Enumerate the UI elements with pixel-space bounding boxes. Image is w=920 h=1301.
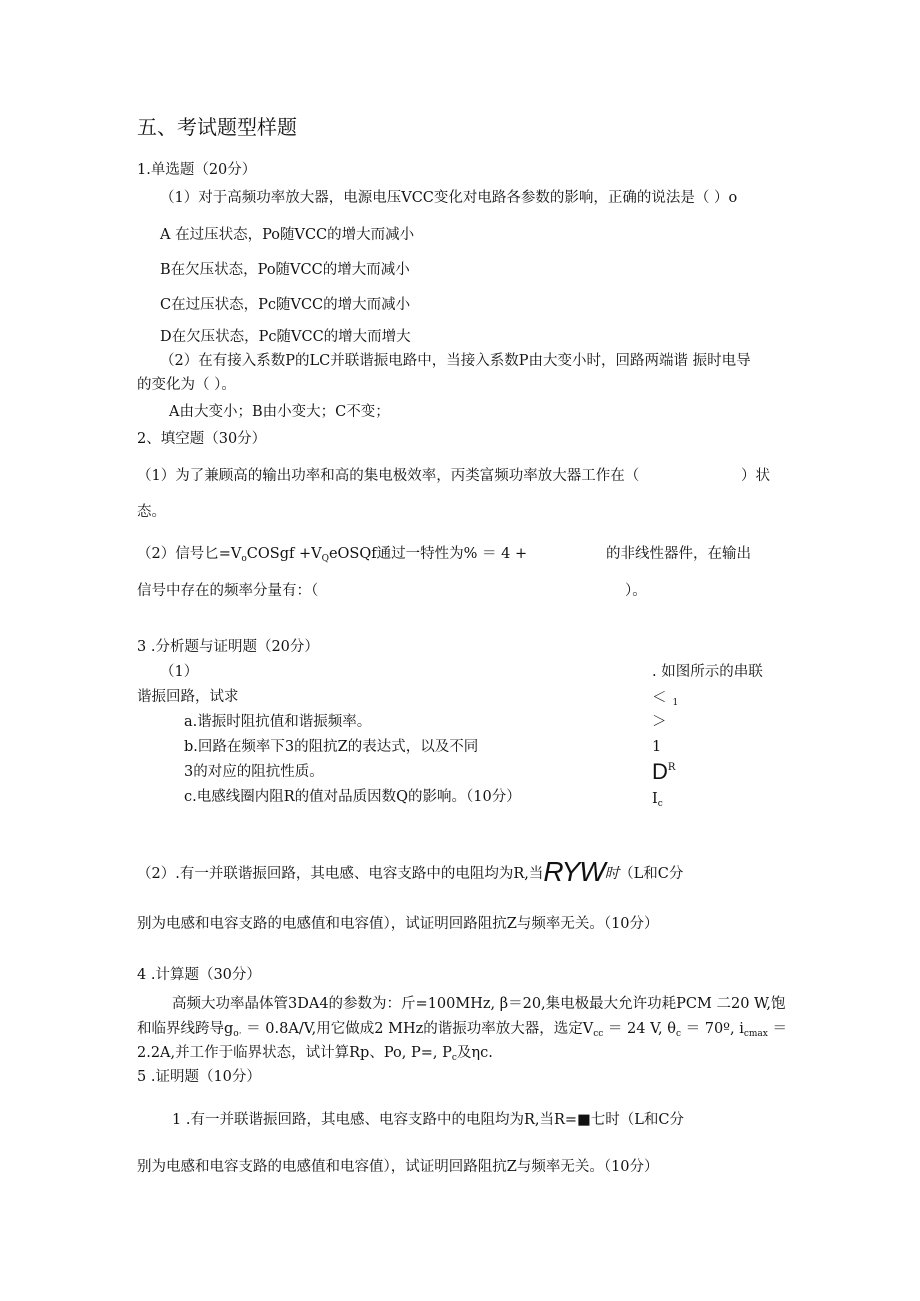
q3-item2-line2: 别为电感和电容支路的电感值和电容值），试证明回路阻抗Z与频率无关。（10分） xyxy=(137,916,659,932)
q1-option-b: B在欠压状态，Po随VCC的增大而减小 xyxy=(160,262,410,278)
section-title: 五、考试题型样题 xyxy=(137,115,297,139)
q2-heading: 2、填空题（30分） xyxy=(137,431,267,447)
q4-line3-end: 及ηc. xyxy=(456,1045,493,1061)
q2-item2-line2: 信号中存在的频率分量有：（ xyxy=(137,583,319,599)
q4-line2-part3: ＝ 24 V, θ xyxy=(603,1021,676,1037)
figure-label-3: 1 xyxy=(652,739,662,755)
q3-part-c: c.电感线圈内阻R的值对品质因数Q的影响。（10分） xyxy=(184,789,521,805)
q1-item2-options: A由大变小；B由小变大；C不变； xyxy=(169,404,390,420)
figure-bracket-left: ＜ xyxy=(652,690,667,706)
q2-item1-cont: 态。 xyxy=(137,504,166,520)
q3-part-b-line1: b.回路在频率下3的阻抗Z的表达式，以及不同 xyxy=(184,739,479,755)
q4-line2-sub4: cmax xyxy=(743,1029,768,1039)
figure-letter-i: I xyxy=(652,791,658,807)
q3-item1-number: （1） xyxy=(160,664,199,680)
q5-line2: 别为电感和电容支路的电感值和电容值），试证明回路阻抗Z与频率无关。（10分） xyxy=(137,1159,659,1175)
q4-line3 xyxy=(137,1043,493,1068)
q2-item2-line2-end: ）。 xyxy=(625,583,647,599)
q5-heading: 5 .证明题（10分） xyxy=(137,1069,261,1085)
q3-item1-line2: 谐振回路，试求 xyxy=(137,689,239,705)
q3-item2-end: （L和C分 xyxy=(619,866,684,882)
figure-subscript-1: 1 xyxy=(672,698,679,708)
q2-item2-end: 的非线性器件，在输出 xyxy=(606,546,751,562)
q1-item1: （1）对于高频功率放大器，电源电压VCC变化对电路各参数的影响，正确的说法是（ ）o xyxy=(160,190,738,206)
q2-item2-part1: （2）信号匕=V xyxy=(137,546,242,562)
q2-item1-end: ）状 xyxy=(741,468,770,484)
figure-subscript-c: c xyxy=(657,799,663,809)
q2-item2-sub1: o xyxy=(241,554,247,564)
q1-heading: 1.单选题（20分） xyxy=(137,162,257,178)
q3-item2-italic: 时 xyxy=(604,866,620,882)
q2-item1: （1）为了兼顾高的输出功率和高的集电极效率，丙类富频功率放大器工作在（ xyxy=(137,468,640,484)
q5-line1: 1 .有一并联谐振回路，其电感、电容支路中的电阻均为R,当R=■七时（L和C分 xyxy=(172,1112,684,1128)
q4-line1: 高频大功率晶体管3DA4的参数为：斤=100MHz, β＝20,集电极最大允许功耗PCM 二20 W,饱 xyxy=(172,996,786,1012)
q3-item2-formula: RYW xyxy=(543,856,605,887)
q4-line2-part5: ＝ xyxy=(767,1021,787,1037)
figure-letter-d: D xyxy=(652,759,668,784)
q2-item2-sub2: Q xyxy=(321,554,329,564)
q4-line2-sub1: o· xyxy=(233,1029,242,1039)
q3-heading: 3 .分析题与证明题（20分） xyxy=(137,639,319,655)
q4-line2-part2: ＝ 0.8A/V,用它做成2 MHz的谐振功率放大器，选定V xyxy=(241,1021,594,1037)
q3-item2-text: （2）.有一并联谐振回路，其电感、电容支路中的电阻均为R,当 xyxy=(137,866,544,882)
figure-label-4 xyxy=(652,758,675,783)
q3-part-b-line2: 3的对应的阻抗性质。 xyxy=(184,764,324,780)
q4-line3-sub: c xyxy=(451,1053,457,1063)
q2-item2-part2: COSgf +V xyxy=(246,546,322,562)
q4-line3-text: 2.2A,并工作于临界状态，试计算Rp、Po, P=, P xyxy=(137,1045,452,1061)
q4-line2-part1: 和临界线跨导g xyxy=(137,1021,234,1037)
figure-superscript-r: R xyxy=(667,762,676,773)
q4-line2-part4: ＝ 70º, i xyxy=(681,1021,744,1037)
q4-line2-sub3: c xyxy=(675,1029,682,1039)
q2-item2 xyxy=(137,544,527,569)
q1-option-d: D在欠压状态，Pc随VCC的增大而增大 xyxy=(160,329,411,345)
q1-option-c: C在过压状态，Pc随VCC的增大而减小 xyxy=(160,297,411,313)
q2-item2-part3: eOSQf通过一特性为% ＝ 4 + xyxy=(328,546,528,562)
q1-option-a: A 在过压状态，Po随VCC的增大而减小 xyxy=(160,227,415,243)
figure-label-1 xyxy=(652,688,678,713)
q4-line2-sub2: cc xyxy=(593,1029,604,1039)
q3-part-a: a.谐振时阻抗值和谐振频率。 xyxy=(184,714,372,730)
q1-item2-line2: 的变化为（ ）。 xyxy=(137,377,236,393)
q4-heading: 4 .计算题（30分） xyxy=(137,967,261,983)
q1-item2-line1: （2）在有接入系数P的LC并联谐振电路中，当接入系数P由大变小时，回路两端谐 振时电导 xyxy=(160,353,751,369)
figure-label-2: ＞ xyxy=(652,714,667,730)
figure-label-5 xyxy=(652,789,663,814)
q3-item2-line1 xyxy=(137,856,684,887)
q4-line2 xyxy=(137,1019,787,1044)
q3-item1-right: . 如图所示的串联 xyxy=(652,664,763,680)
